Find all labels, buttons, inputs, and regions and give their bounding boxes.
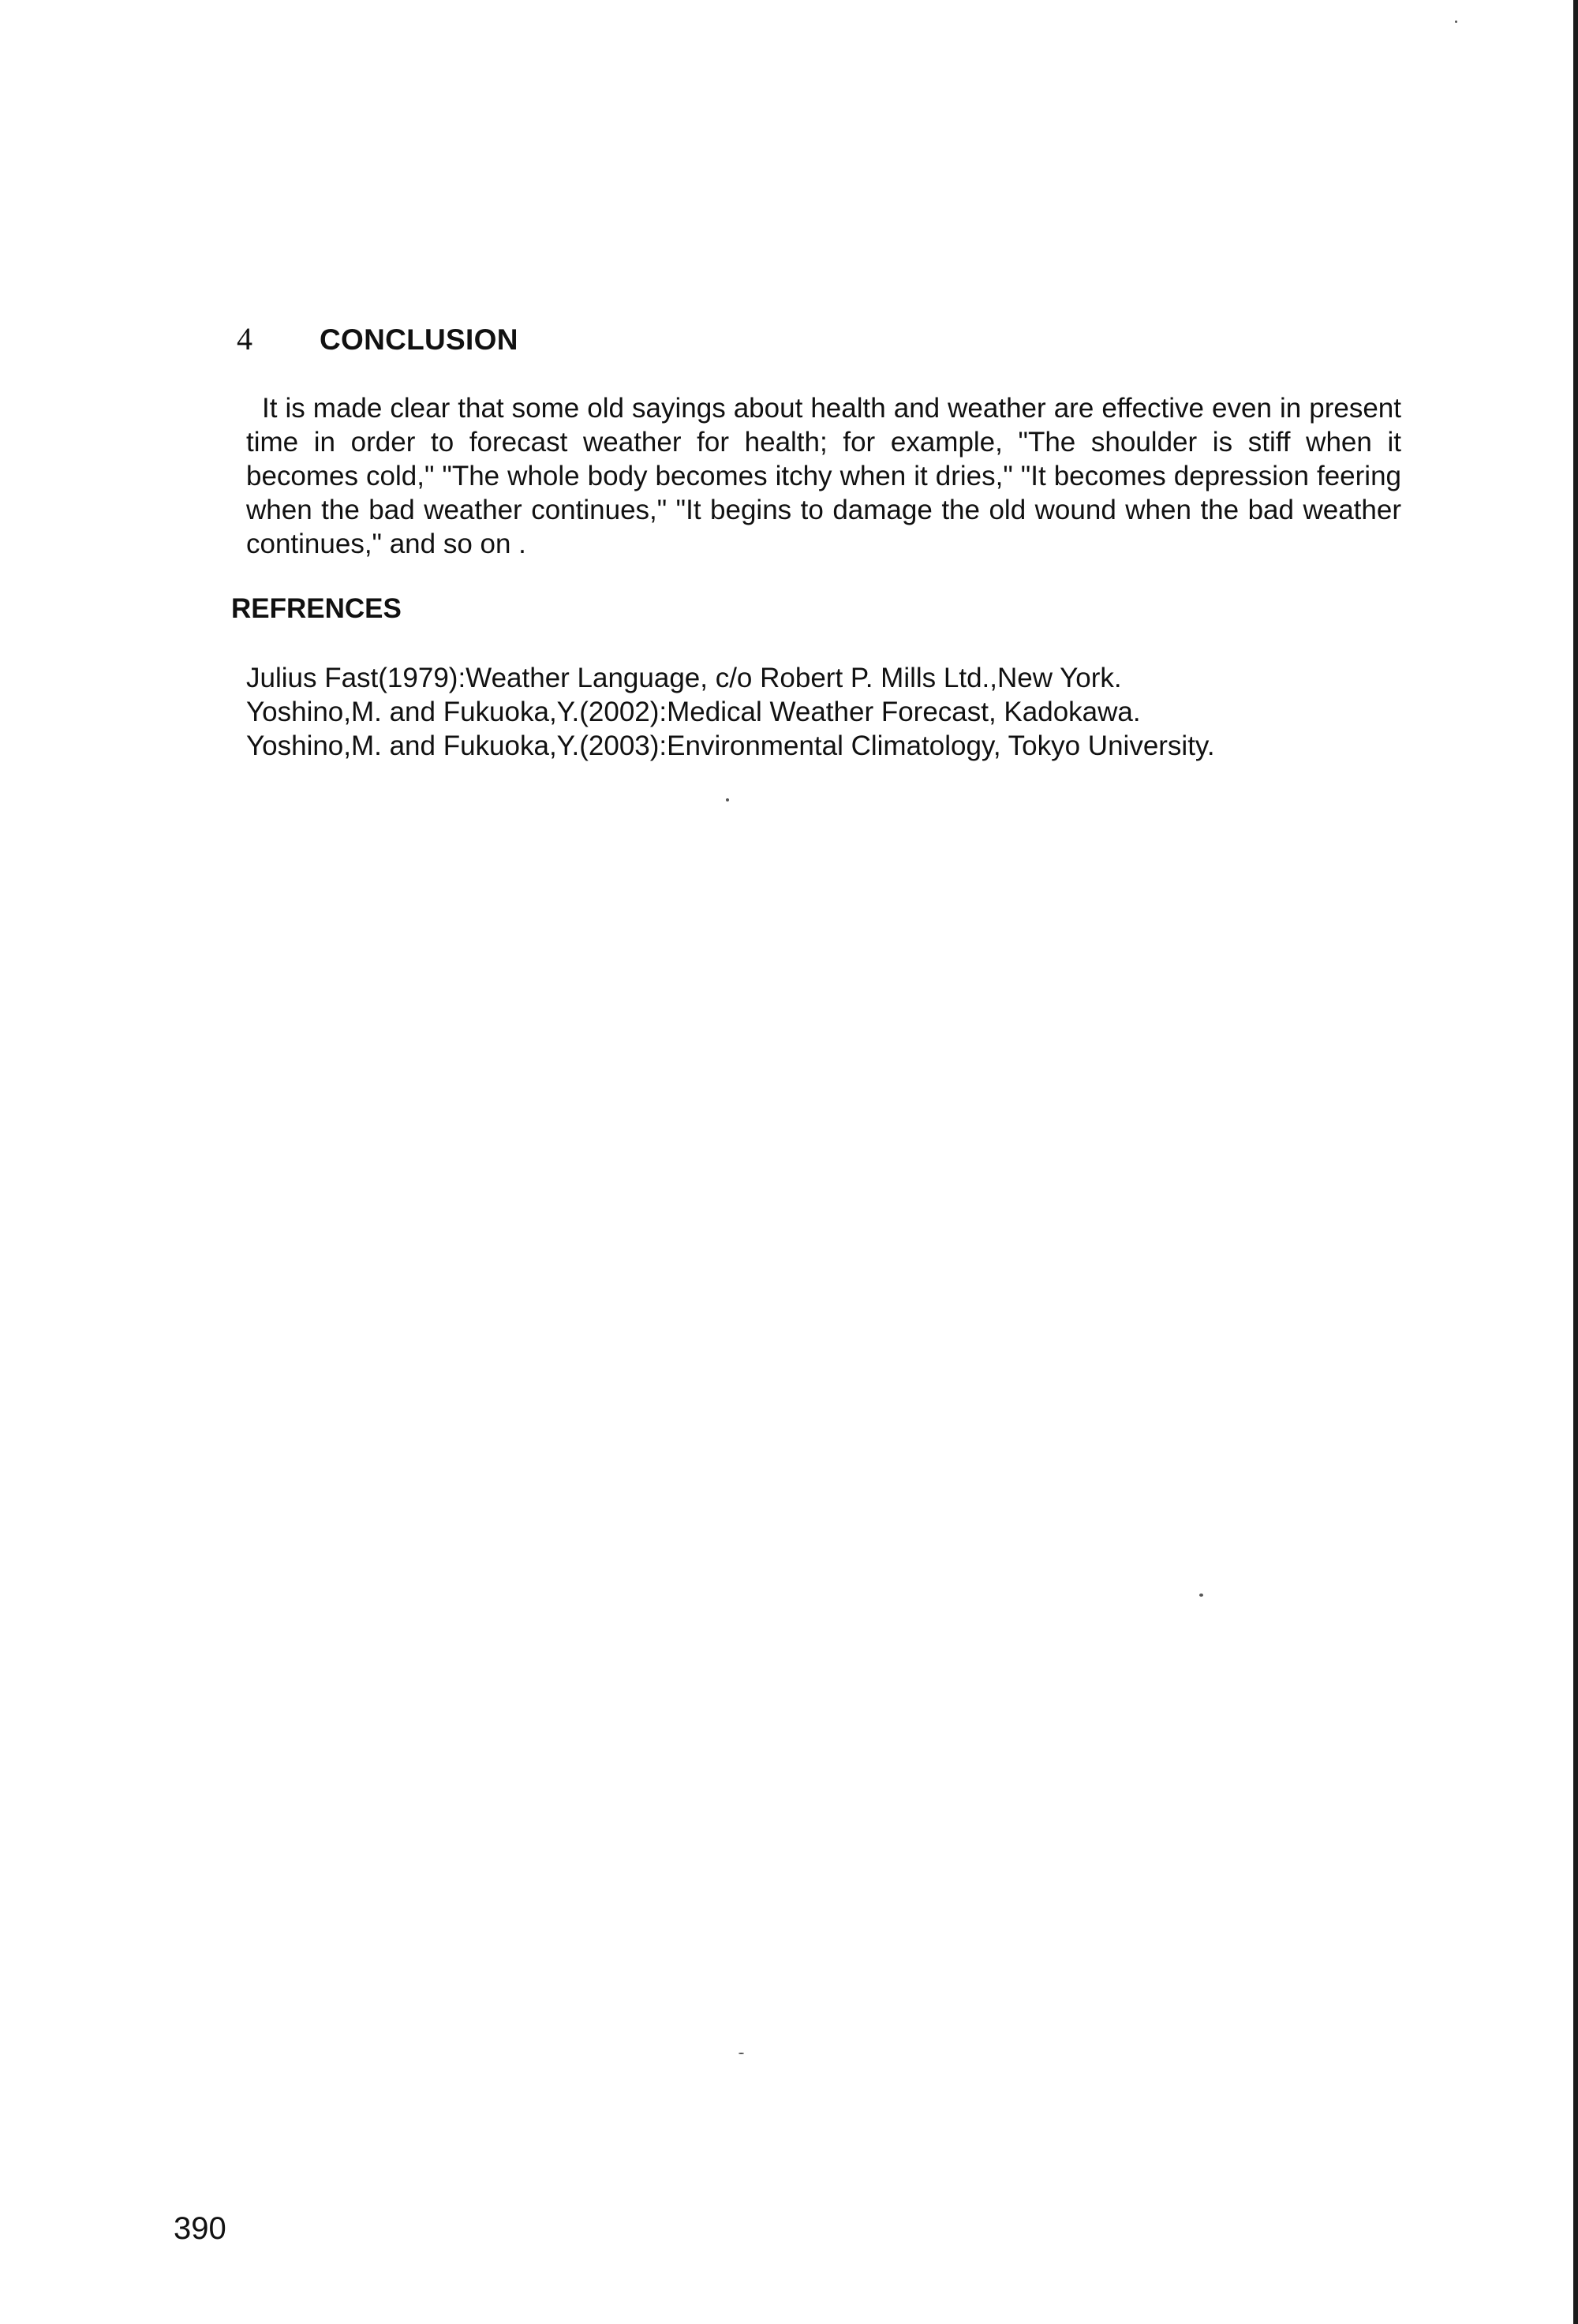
section-title: CONCLUSION [320,323,518,356]
scan-speck [726,798,729,801]
scan-page-edge [1573,0,1578,2324]
reference-item: Yoshino,M. and Fukuoka,Y.(2002):Medical Weather Forecast, Kadokawa. [246,697,1141,727]
reference-item: Yoshino,M. and Fukuoka,Y.(2003):Environmental Climatology, Tokyo University. [246,730,1215,761]
scan-speck [739,2053,744,2054]
scan-speck [1455,21,1457,23]
scan-speck [1199,1594,1203,1597]
page-number: 390 [174,2211,226,2246]
references-heading: REFRENCES [231,593,402,624]
conclusion-paragraph: It is made clear that some old sayings about health and weather are effective even in present time in order to forecast weather for health; for example, "The shoulder is stiff when it becomes cold," "The whole body becomes itchy when it dries," "It becomes depression feering when the bad weather continues," "It begins to damage the old wound when the bad weather continues," and so on . [246,393,1401,559]
reference-item: Julius Fast(1979):Weather Language, c/o Robert P. Mills Ltd.,New York. [246,663,1122,693]
section-heading [237,320,518,357]
references-list [246,661,1215,763]
section-number: 4 [237,321,253,357]
